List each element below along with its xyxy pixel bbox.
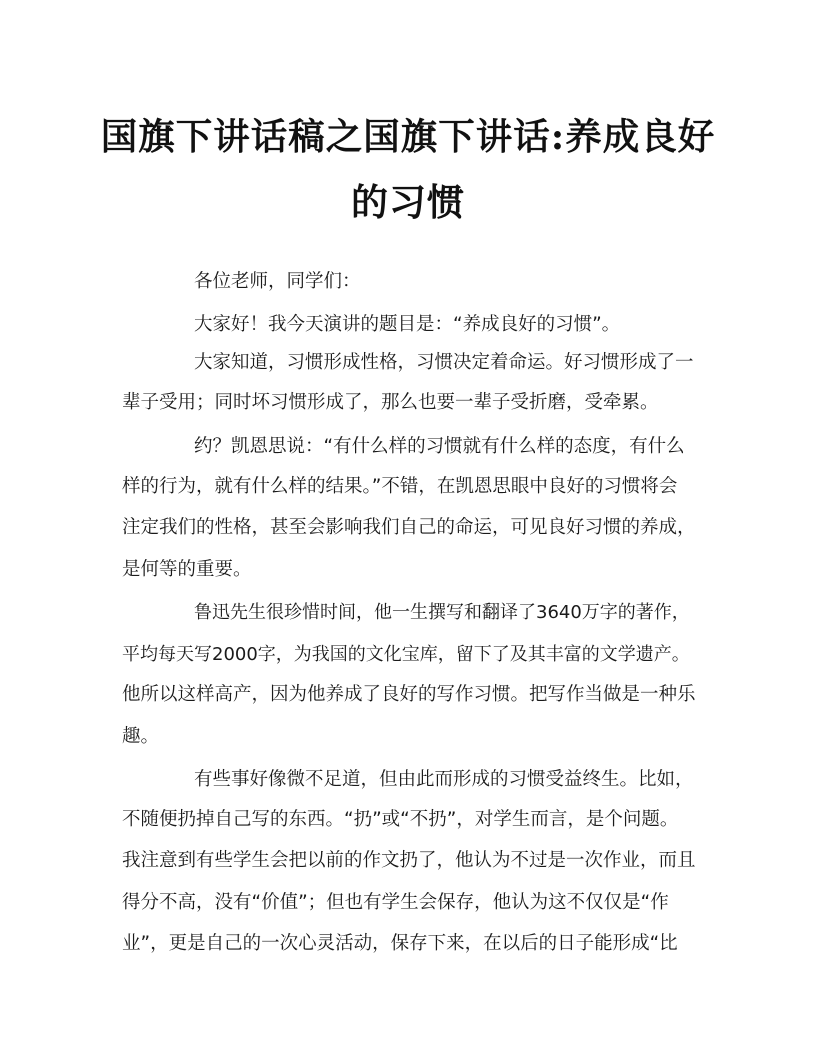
paragraph-line: 得分不高，没有“价值”；但也有学生会保存，他认为这不仅仅是“作 [122,892,669,913]
paragraph-line: 趣。 [122,726,160,747]
greeting-line: 各位老师，同学们： [194,271,361,292]
paragraph-line: 辈子受用；同时坏习惯形成了，那么也要一辈子受折磨，受牵累。 [122,392,659,413]
paragraph-line: 不随便扔掉自己写的东西。“扔”或“不扔”，对学生而言，是个问题。 [122,809,679,830]
paragraph-line: 有些事好像微不足道，但由此而形成的习惯受益终生。比如， [194,769,694,790]
document-body [122,0,696,1055]
paragraph-line: 是何等的重要。 [122,559,252,580]
paragraph-line: 大家好！我今天演讲的题目是：“养成良好的习惯”。 [194,314,621,335]
document-title-line-2: 的习惯 [351,180,465,224]
paragraph-line: 鲁迅先生很珍惜时间，他一生撰写和翻译了3640万字的著作， [194,602,690,623]
paragraph-line: 大家知道，习惯形成性格，习惯决定着命运。好习惯形成了一 [194,352,694,373]
document-title-line-1: 国旗下讲话稿之国旗下讲话:养成良好 [100,115,716,158]
paragraph-line: 我注意到有些学生会把以前的作文扔了，他认为不过是一次作业，而且 [122,850,696,871]
paragraph-line: 平均每天写2000字，为我国的文化宝库，留下了及其丰富的文学遗产。 [122,644,690,665]
paragraph-line: 注定我们的性格，甚至会影响我们自己的命运，可见良好习惯的养成， [122,517,696,538]
paragraph-line: 样的行为，就有什么样的结果。”不错，在凯恩思眼中良好的习惯将会 [122,476,678,497]
paragraph-line: 约？凯恩思说：“有什么样的习惯就有什么样的态度，有什么 [194,436,685,457]
paragraph-line: 他所以这样高产，因为他养成了良好的写作习惯。把写作当做是一种乐 [122,684,696,705]
paragraph-line: 业”，更是自己的一次心灵活动，保存下来，在以后的日子能形成“比 [122,933,678,954]
